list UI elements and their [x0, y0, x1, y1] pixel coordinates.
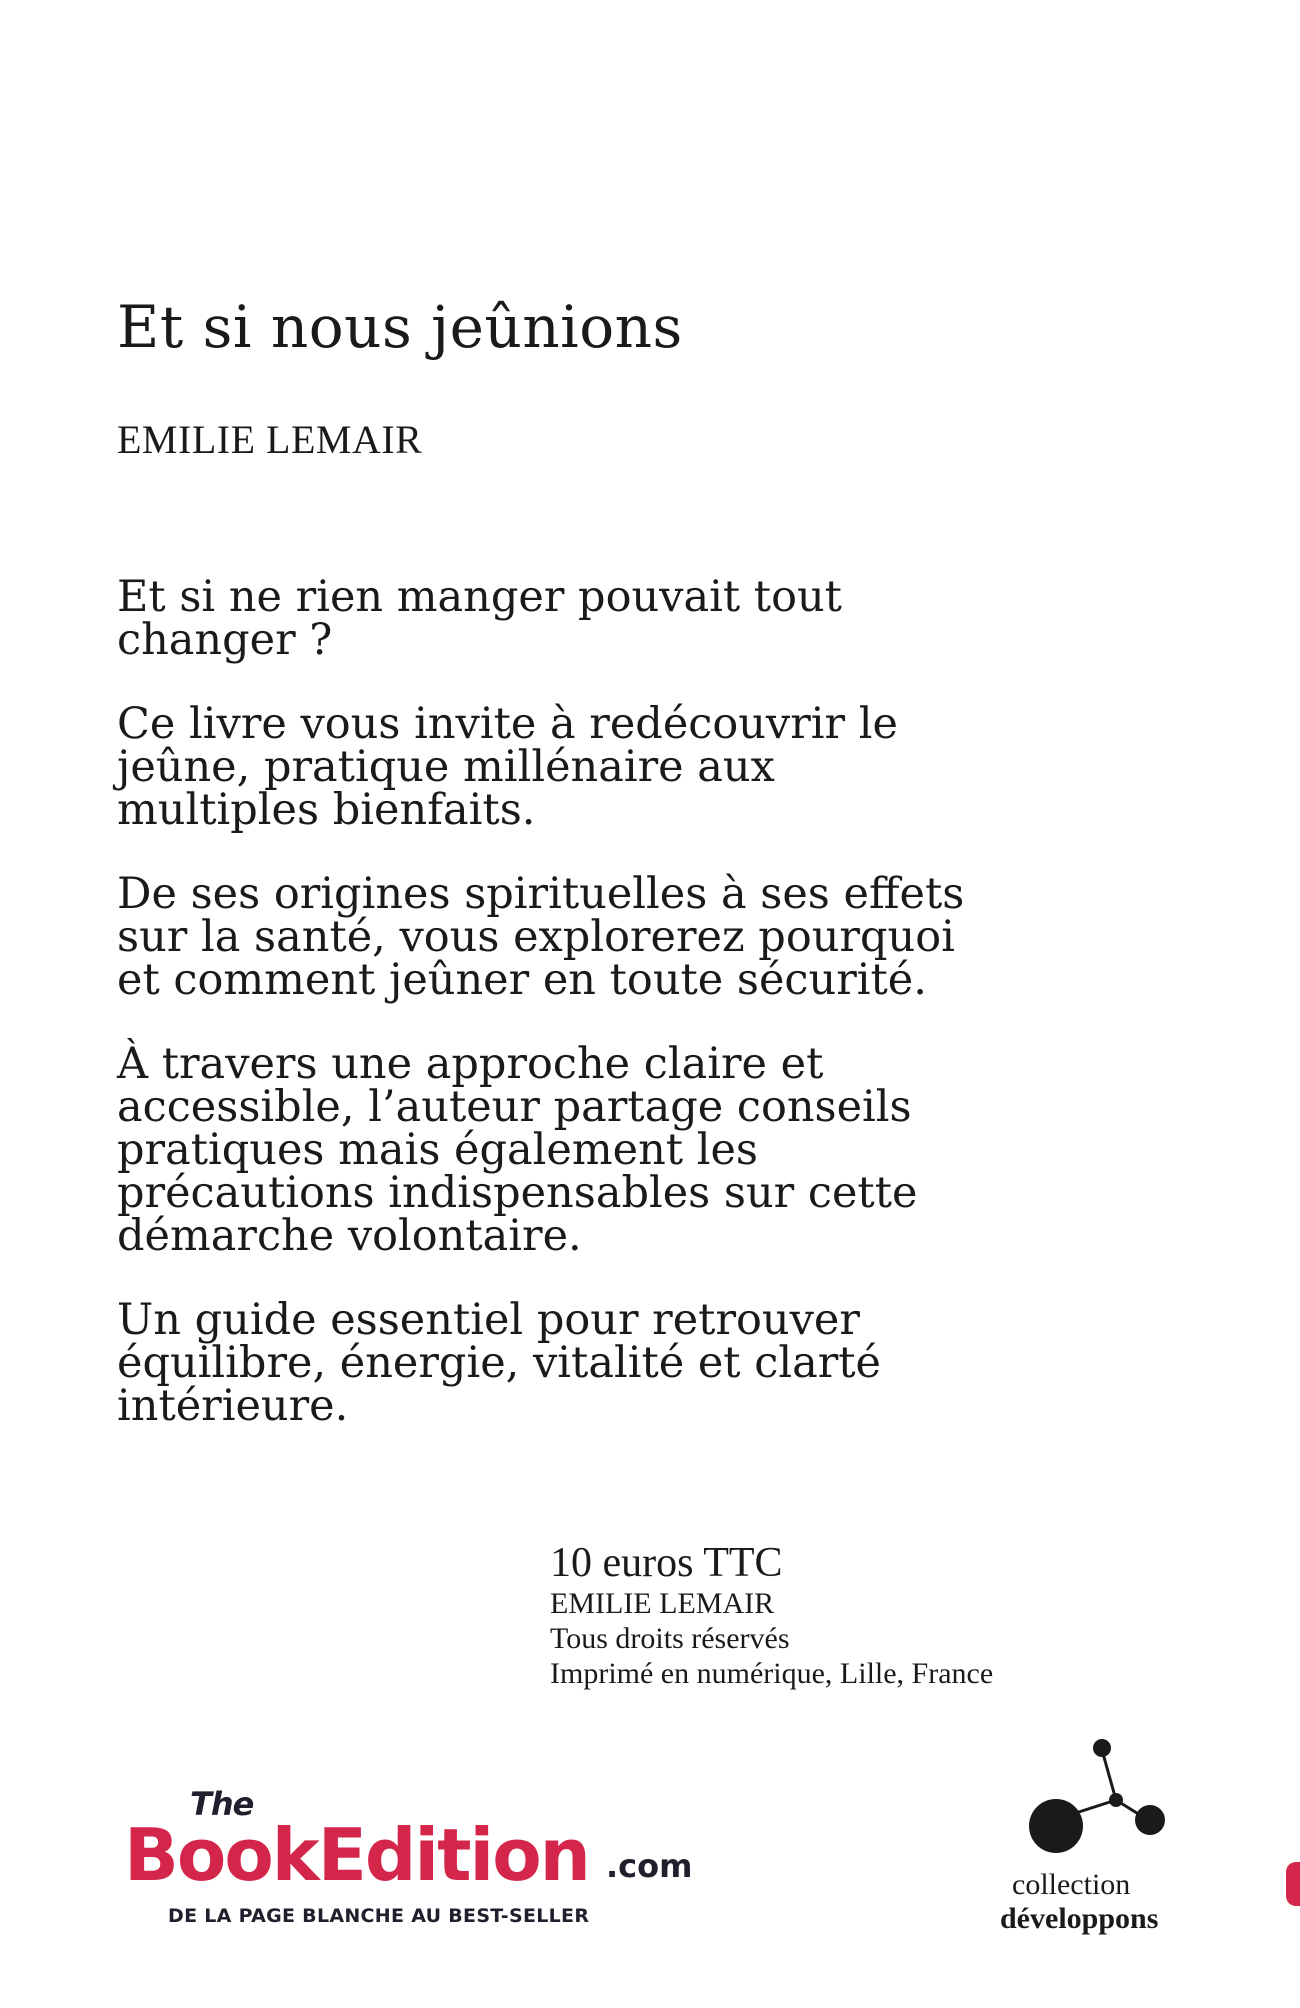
blurb	[117, 572, 977, 1469]
collection-label: collection	[1012, 1868, 1131, 1901]
publisher-logo	[124, 1785, 704, 1935]
colophon-author: EMILIE LEMAIR	[550, 1587, 775, 1620]
molecule-icon	[1020, 1730, 1170, 1862]
blurb-paragraph: Un guide essentiel pour retrouver équilibre, énergie, vitalité et clarté intérieure.	[117, 1295, 882, 1431]
collection-name: développons	[1000, 1902, 1159, 1935]
colophon	[550, 1540, 1150, 1691]
price: 10 euros TTC	[550, 1540, 783, 1586]
book-title: Et si nous jeûnions	[117, 293, 683, 361]
blurb-paragraph: À travers une approche claire et accessible, l’auteur partage conseils pratiques mais également les précautions indispensables sur cette démarche volontaire.	[117, 1039, 918, 1261]
book-author: EMILIE LEMAIR	[117, 417, 423, 462]
print-location: Imprimé en numérique, Lille, France	[550, 1657, 994, 1690]
collection-mark	[990, 1730, 1210, 1950]
publisher-tagline: DE LA PAGE BLANCHE AU BEST-SELLER	[168, 1905, 590, 1927]
rights-notice: Tous droits réservés	[550, 1622, 790, 1655]
blurb-paragraph: De ses origines spirituelles à ses effets sur la santé, vous explorerez pourquoi et comment jeûner en toute sécurité.	[117, 869, 965, 1005]
blurb-paragraph: Ce livre vous invite à redécouvrir le jeûne, pratique millénaire aux multiples bienfaits.	[117, 699, 898, 835]
blurb-paragraph: Et si ne rien manger pouvait tout changer ?	[117, 572, 842, 665]
publisher-logo-the: The	[190, 1785, 254, 1823]
publisher-logo-suffix: .com	[606, 1847, 693, 1885]
edge-mark	[1286, 1862, 1300, 1906]
publisher-logo-brand: BookEdition	[124, 1813, 589, 1897]
